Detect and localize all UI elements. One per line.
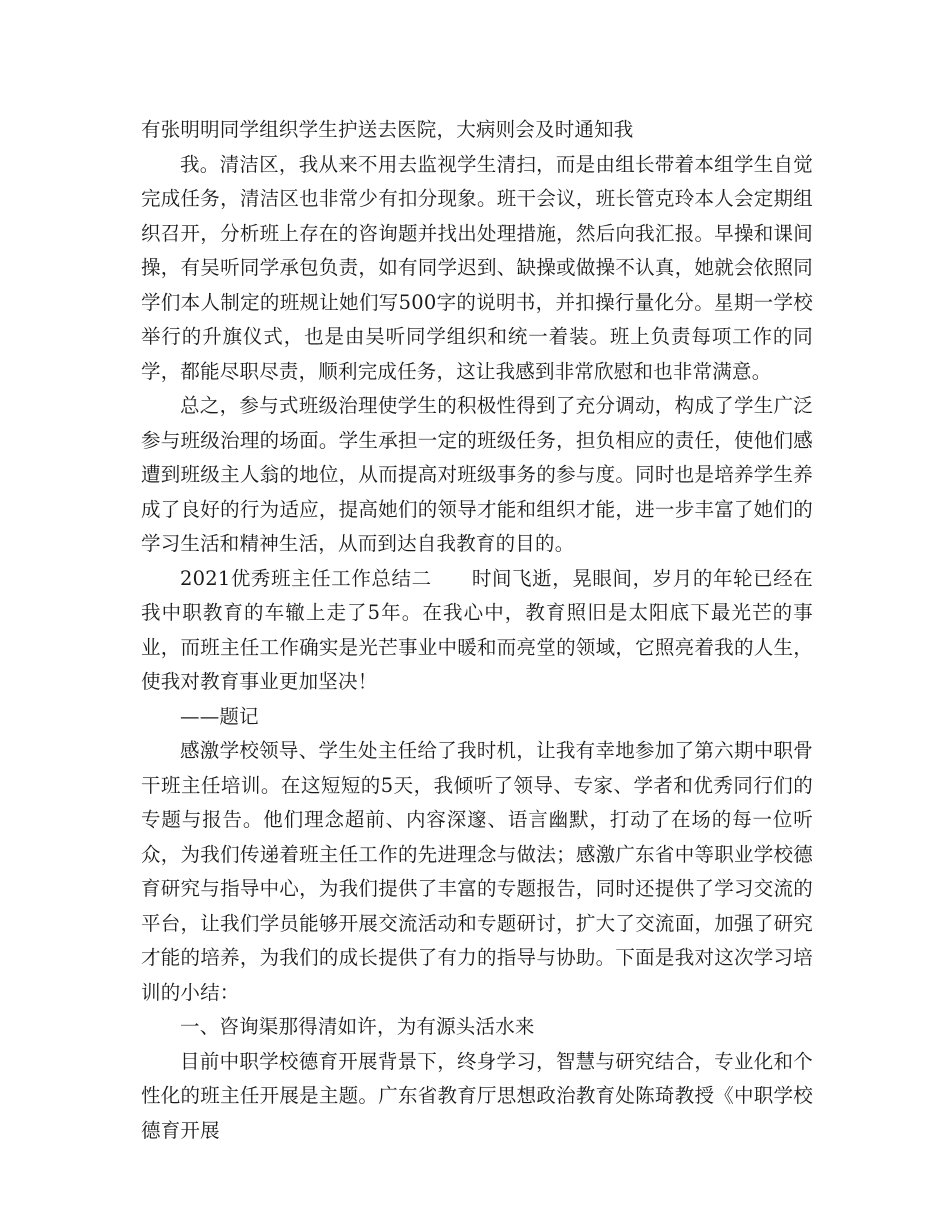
paragraph-6: 目前中职学校德育开展背景下，终身学习，智慧与研究结合，专业化和个性化的班主任开展是主题。广东省教育厅思想政治教育处陈琦教授《中职学校德育开展 (141, 1049, 813, 1142)
paragraph-5: 感激学校领导、学生处主任给了我时机，让我有幸地参加了第六期中职骨干班主任培训。在这短短的5天，我倾听了领导、专家、学者和优秀同行们的专题与报告。他们理念超前、内容深邃、语言幽默，打动了在场的每一位听众，为我们传递着班主任工作的先进理念与做法；感激广东省中等职业学校德育研究与指导中心，为我们提供了丰富的专题报告，同时还提供了学习交流的平台，让我们学员能够开展交流活动和专题研讨，扩大了交流面，加强了研究才能的培养，为我们的成长提供了有力的指导与协助。下面是我对这次学习培训的小结： (141, 739, 813, 1004)
paragraph-3: 总之，参与式班级治理使学生的积极性得到了充分调动，构成了学生广泛参与班级治理的场面。学生承担一定的班级任务，担负相应的责任，使他们感遭到班级主人翁的地位，从而提高对班级事务的参与度。同时也是培养学生养成了良好的行为适应，提高她们的领导才能和组织才能，进一步丰富了她们的学习生活和精神生活，从而到达自我教育的目的。 (141, 394, 813, 555)
paragraph-1: 有张明明同学组织学生护送去医院，大病则会及时通知我 (141, 118, 634, 141)
paragraph-2: 我。清洁区，我从来不用去监视学生清扫，而是由组长带着本组学生自觉完成任务，清洁区也非常少有扣分现象。班干会议，班长管克玲本人会定期组织召开，分析班上存在的咨询题并找出处理措施，然后向我汇报。早操和课间操，有吴听同学承包负责，如有同学迟到、缺操或做操不认真，她就会依照同学们本人制定的班规让她们写500字的说明书，并扣操行量化分。星期一学校举行的升旗仪式，也是由吴听同学组织和统一着装。班上负责每项工作的同学，都能尽职尽责，顺利完成任务，这让我感到非常欣慰和也非常满意。 (141, 152, 813, 383)
document-body (141, 113, 813, 1148)
paragraph-4: 2021优秀班主任工作总结二 时间飞逝，晃眼间，岁月的年轮已经在我中职教育的车辙上走了5年。在我心中，教育照旧是太阳底下最光芒的事业，而班主任工作确实是光芒事业中暖和而亮堂的领域，它照亮着我的人生，使我对教育事业更加坚决！ (141, 566, 813, 693)
epigraph-attribution: ——题记 (180, 704, 259, 728)
section-heading: 一、咨询渠那得清如许，为有源头活水来 (180, 1015, 535, 1038)
